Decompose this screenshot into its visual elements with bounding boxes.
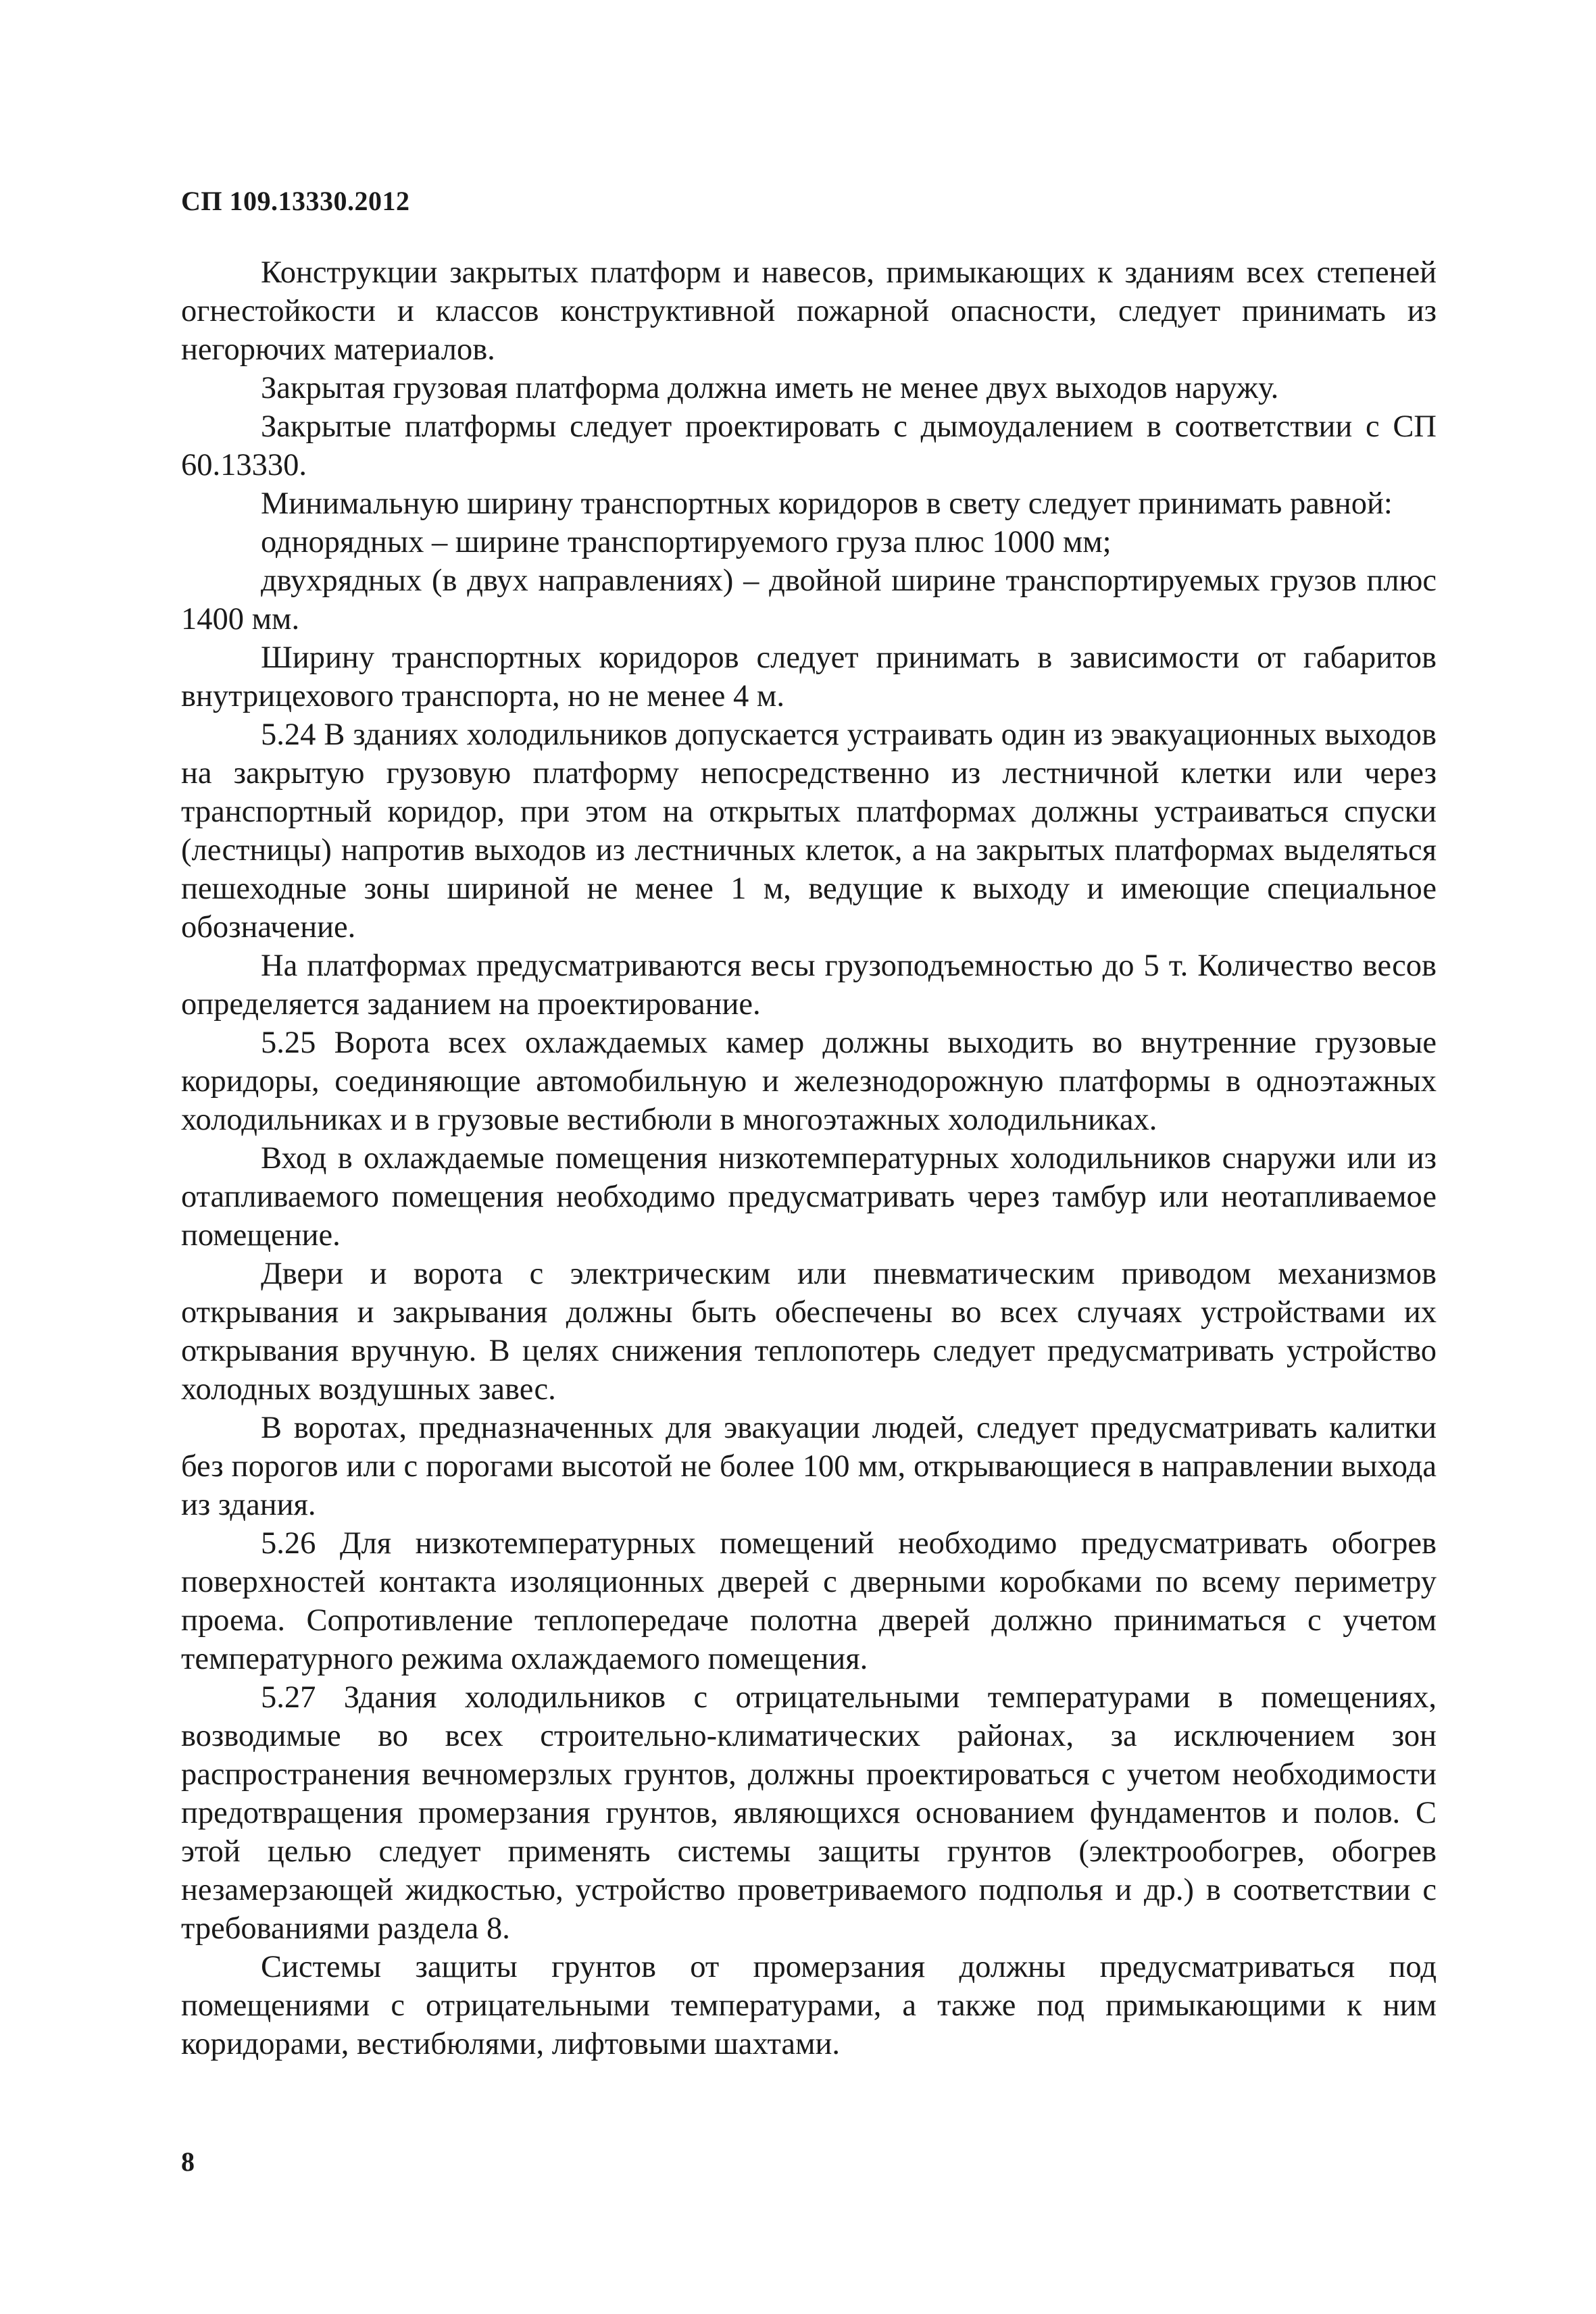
paragraph-cold-room-entry: Вход в охлаждаемые помещения низкотемпературных холодильников снаружи или из отапливаемого помещения необходимо предусматривать через тамбур или неотапливаемое помещение. [181,1141,1437,1253]
paragraph-soil-protection: Системы защиты грунтов от промерзания должны предусматриваться под помещениями с отрицательными температурами, а также под примыкающими к ним коридорами, вестибюлями, лифтовыми шахтами. [181,1950,1437,2061]
paragraph-evacuation-gates: В воротах, предназначенных для эвакуации людей, следует предусматривать калитки без порогов или с порогами высотой не более 100 мм, открывающиеся в направлении выхода из здания. [181,1411,1437,1522]
paragraph-platform-scales: На платформах предусматриваются весы грузоподъемностью до 5 т. Количество весов определяется заданием на проектирование. [181,949,1437,1022]
paragraph-clause-5-24: 5.24 В зданиях холодильников допускается устраивать один из эвакуационных выходов на закрытую грузовую платформу непосредственно из лестничной клетки или через транспортный коридор, при этом на открытых платформах должны устраиваться спуски (лестницы) напротив выходов из лестничных клеток, а на закрытых платформах выделяться пешеходные зоны шириной не менее 1 м, ведущие к выходу и имеющие специальное обозначение. [181,718,1437,945]
paragraph-clause-5-26: 5.26 Для низкотемпературных помещений необходимо предусматривать обогрев поверхностей контакта изоляционных дверей с дверными коробками по всему периметру проема. Сопротивление теплопередаче полотна дверей должно приниматься с учетом температурного режима охлаждаемого помещения. [181,1526,1437,1676]
paragraph-double-row: двухрядных (в двух направлениях) – двойной ширине транспортируемых грузов плюс 1400 мм. [181,563,1437,636]
paragraph-corridor-width: Минимальную ширину транспортных коридоров в свету следует принимать равной: [261,486,1393,521]
document-body [181,253,1437,2063]
paragraph-clause-5-27: 5.27 Здания холодильников с отрицательными температурами в помещениях, возводимые во всех строительно-климатических районах, за исключением зон распространения вечномерзлых грунтов, должны проектироваться с учетом необходимости предотвращения промерзания грунтов, являющихся основанием фундаментов и полов. С этой целью следует применять системы защиты грунтов (электрообогрев, обогрев незамерзающей жидкостью, устройство проветриваемого подполья и др.) в соответствии с требованиями раздела 8. [181,1680,1437,1946]
paragraph-platform-exits: Закрытая грузовая платформа должна иметь не менее двух выходов наружу. [261,371,1279,405]
page-number: 8 [181,2146,195,2177]
paragraph-single-row: однорядных – ширине транспортируемого груза плюс 1000 мм; [261,525,1112,559]
paragraph-clause-5-25: 5.25 Ворота всех охлаждаемых камер должны выходить во внутренние грузовые коридоры, соединяющие автомобильную и железнодорожную платформы в одноэтажных холодильниках и в грузовые вестибюли в многоэтажных холодильниках. [181,1026,1437,1137]
document-code-header: СП 109.13330.2012 [181,186,410,216]
paragraph-corridor-transport: Ширину транспортных коридоров следует принимать в зависимости от габаритов внутрицехового транспорта, но не менее 4 м. [181,640,1437,713]
paragraph-smoke-removal: Закрытые платформы следует проектировать с дымоудалением в соответствии с СП 60.13330. [181,409,1437,482]
paragraph-platform-materials: Конструкции закрытых платформ и навесов, примыкающих к зданиям всех степеней огнестойкости и классов конструктивной пожарной опасности, следует принимать из негорючих материалов. [181,255,1437,367]
paragraph-doors-gates: Двери и ворота с электрическим или пневматическим приводом механизмов открывания и закрывания должны быть обеспечены во всех случаях устройствами их открывания вручную. В целях снижения теплопотерь следует предусматривать устройство холодных воздушных завес. [181,1257,1437,1407]
